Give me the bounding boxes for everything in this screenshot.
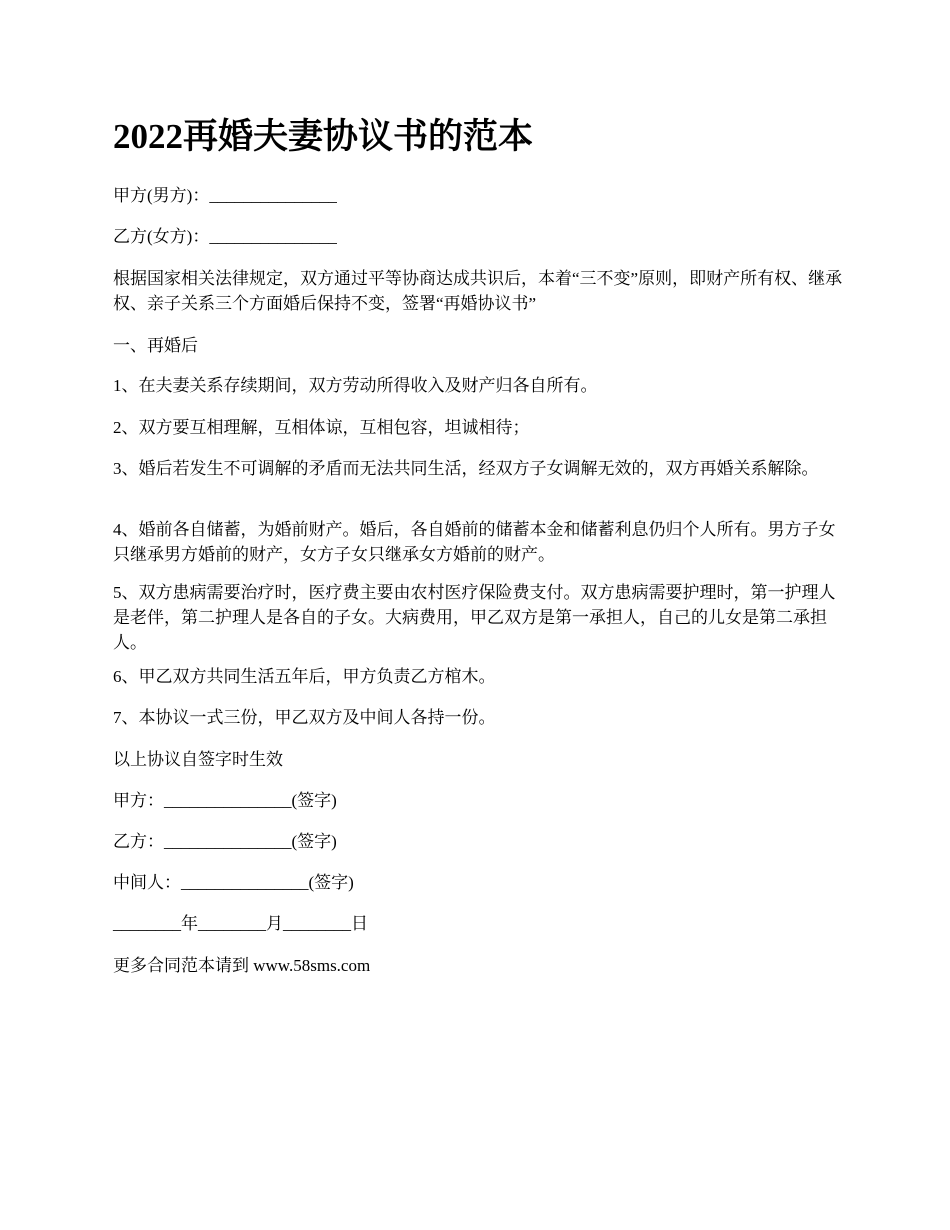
intro-paragraph: 根据国家相关法律规定，双方通过平等协商达成共识后，本着“三不变”原则，即财产所有权、继承权、亲子关系三个方面婚后保持不变，签署“再婚协议书” — [113, 269, 843, 313]
clause-2: 2、双方要互相理解，互相体谅，互相包容，坦诚相待； — [113, 418, 530, 437]
clause-6: 6、甲乙双方共同生活五年后，甲方负责乙方棺木。 — [113, 667, 496, 686]
signature-party-b: 乙方：_______________(签字) — [113, 832, 337, 851]
signature-middleman: 中间人：_______________(签字) — [113, 873, 354, 892]
clause-3: 3、婚后若发生不可调解的矛盾而无法共同生活，经双方子女调解无效的，双方再婚关系解除。 — [113, 459, 819, 478]
party-a-line: 甲方(男方)：_______________ — [113, 186, 337, 205]
document-title: 2022再婚夫妻协议书的范本 — [113, 117, 534, 156]
section-heading: 一、再婚后 — [113, 336, 198, 355]
signature-party-a: 甲方：_______________(签字) — [113, 791, 337, 810]
effective-statement: 以上协议自签字时生效 — [113, 750, 283, 769]
clause-7: 7、本协议一式三份，甲乙双方及中间人各持一份。 — [113, 708, 496, 727]
clause-4: 4、婚前各自储蓄，为婚前财产。婚后，各自婚前的储蓄本金和储蓄利息仍归个人所有。男方子女只继承男方婚前的财产，女方子女只继承女方婚前的财产。 — [113, 520, 836, 564]
footer-link-text: 更多合同范本请到 www.58sms.com — [113, 956, 371, 975]
date-line: ________年________月________日 — [113, 914, 368, 933]
clause-5: 5、双方患病需要治疗时，医疗费主要由农村医疗保险费支付。双方患病需要护理时，第一护理人是老伴，第二护理人是各自的子女。大病费用，甲乙双方是第一承担人，自己的儿女是第二承担人。 — [113, 583, 836, 652]
clause-1: 1、在夫妻关系存续期间，双方劳动所得收入及财产归各自所有。 — [113, 376, 598, 395]
party-b-line: 乙方(女方)：_______________ — [113, 227, 337, 246]
